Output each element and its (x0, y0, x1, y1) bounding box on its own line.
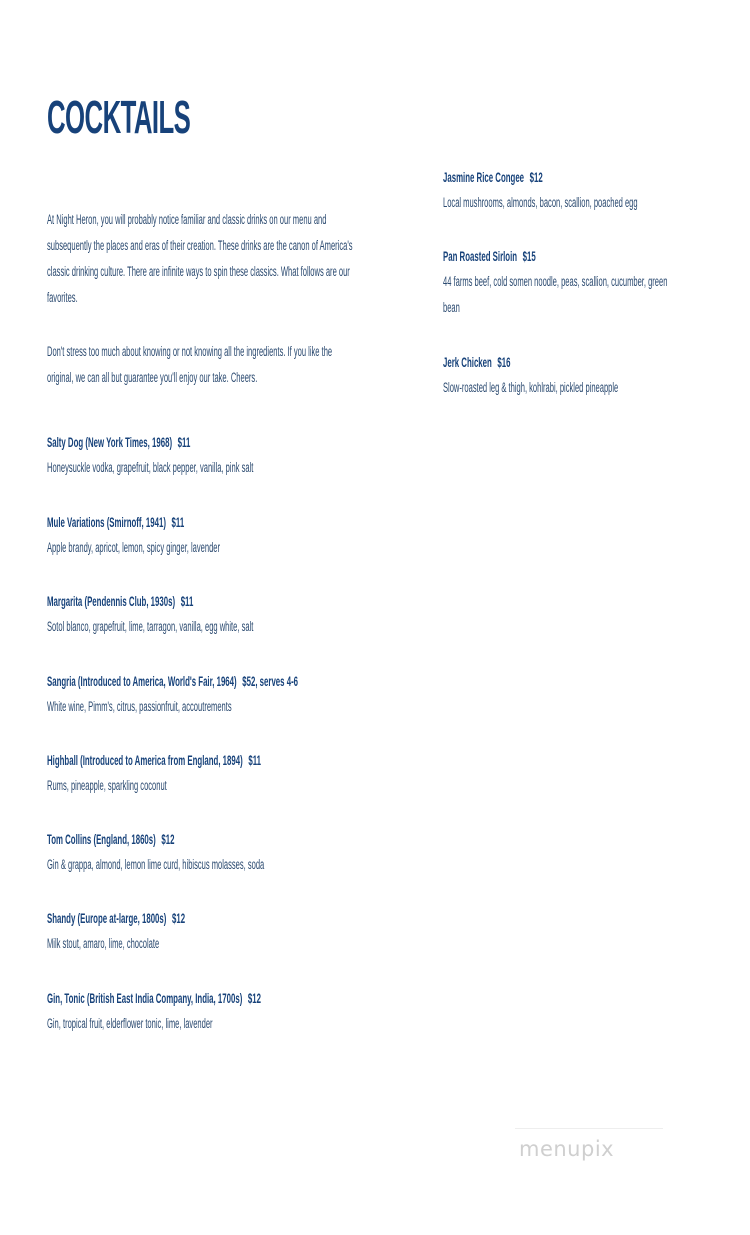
item-name: Sangria (Introduced to America, World's Fair, 1964) (47, 673, 237, 689)
item-name: Shandy (Europe at-large, 1800s) (47, 910, 167, 926)
menu-item-salty-dog (47, 429, 415, 481)
item-name: Gin, Tonic (British East India Company, India, 1700s) (47, 990, 243, 1006)
intro-paragraph-1: At Night Heron, you will probably notice familiar and classic drinks on our menu and subsequently the places and eras of their creation. These drinks are the canon of America's classic drinking culture. There are infinite ways to spin these classics. What follows are our favorites. (47, 211, 353, 305)
menu-item-jasmine-rice-congee (443, 164, 750, 216)
item-description: Honeysuckle vodka, grapefruit, black pepper, vanilla, pink salt (47, 460, 254, 475)
intro-paragraph-2: Don't stress too much about knowing or not knowing all the ingredients. If you like the original, we can all but guarantee you'll enjoy our take. Cheers. (47, 343, 333, 385)
menu-item-shandy (47, 905, 294, 957)
item-name: Pan Roasted Sirloin (443, 248, 518, 264)
item-name: Margarita (Pendennis Club, 1930s) (47, 593, 176, 609)
menu-item-tom-collins (47, 826, 435, 878)
item-price: $12 (171, 910, 186, 926)
item-description: White wine, Pimm's, citrus, passionfruit, accoutrements (47, 699, 232, 714)
item-description: Slow-roasted leg & thigh, kohlrabi, pickled pineapple (443, 380, 619, 395)
item-description: Gin, tropical fruit, elderflower tonic, lime, lavender (47, 1016, 213, 1031)
menu-item-sangria (47, 668, 495, 720)
item-price: $52, serves 4-6 (242, 673, 299, 689)
menu-item-jerk-chicken (443, 349, 750, 401)
item-name: Jerk Chicken (443, 354, 492, 370)
item-price: $12 (247, 990, 261, 1006)
item-price: $12 (529, 169, 543, 185)
item-description: Milk stout, amaro, lime, chocolate (47, 936, 160, 951)
page-title: COCKTAILS (47, 91, 191, 143)
item-description: 44 farms beef, cold somen noodle, peas, scallion, cucumber, green bean (443, 274, 668, 315)
menu-item-gin-tonic (47, 985, 429, 1037)
item-description: Local mushrooms, almonds, bacon, scallion, poached egg (443, 195, 638, 210)
watermark (515, 1128, 663, 1169)
item-price: $11 (248, 752, 261, 768)
item-price: $15 (522, 248, 536, 264)
item-description: Sotol blanco, grapefruit, lime, tarragon, vanilla, egg white, salt (47, 619, 254, 634)
item-name: Highball (Introduced to America from England, 1894) (47, 752, 243, 768)
item-name: Tom Collins (England, 1860s) (47, 831, 156, 847)
item-price: $16 (497, 354, 511, 370)
menu-item-pan-roasted-sirloin (443, 243, 750, 321)
menu-item-margarita (47, 588, 415, 640)
item-price: $12 (161, 831, 175, 847)
menu-item-highball (47, 747, 429, 799)
item-name: Mule Variations (Smirnoff, 1941) (47, 514, 166, 530)
item-name: Salty Dog (New York Times, 1968) (47, 434, 173, 450)
item-description: Rums, pineapple, sparkling coconut (47, 778, 167, 793)
item-price: $11 (171, 514, 185, 530)
menu-item-mule-variations (47, 509, 356, 561)
item-price: $11 (177, 434, 191, 450)
watermark-logo: menupix (519, 1137, 615, 1161)
item-name: Jasmine Rice Congee (443, 169, 525, 185)
item-description: Apple brandy, apricot, lemon, spicy ginger, lavender (47, 540, 221, 555)
item-price: $11 (180, 593, 194, 609)
item-description: Gin & grappa, almond, lemon lime curd, hibiscus molasses, soda (47, 857, 265, 872)
